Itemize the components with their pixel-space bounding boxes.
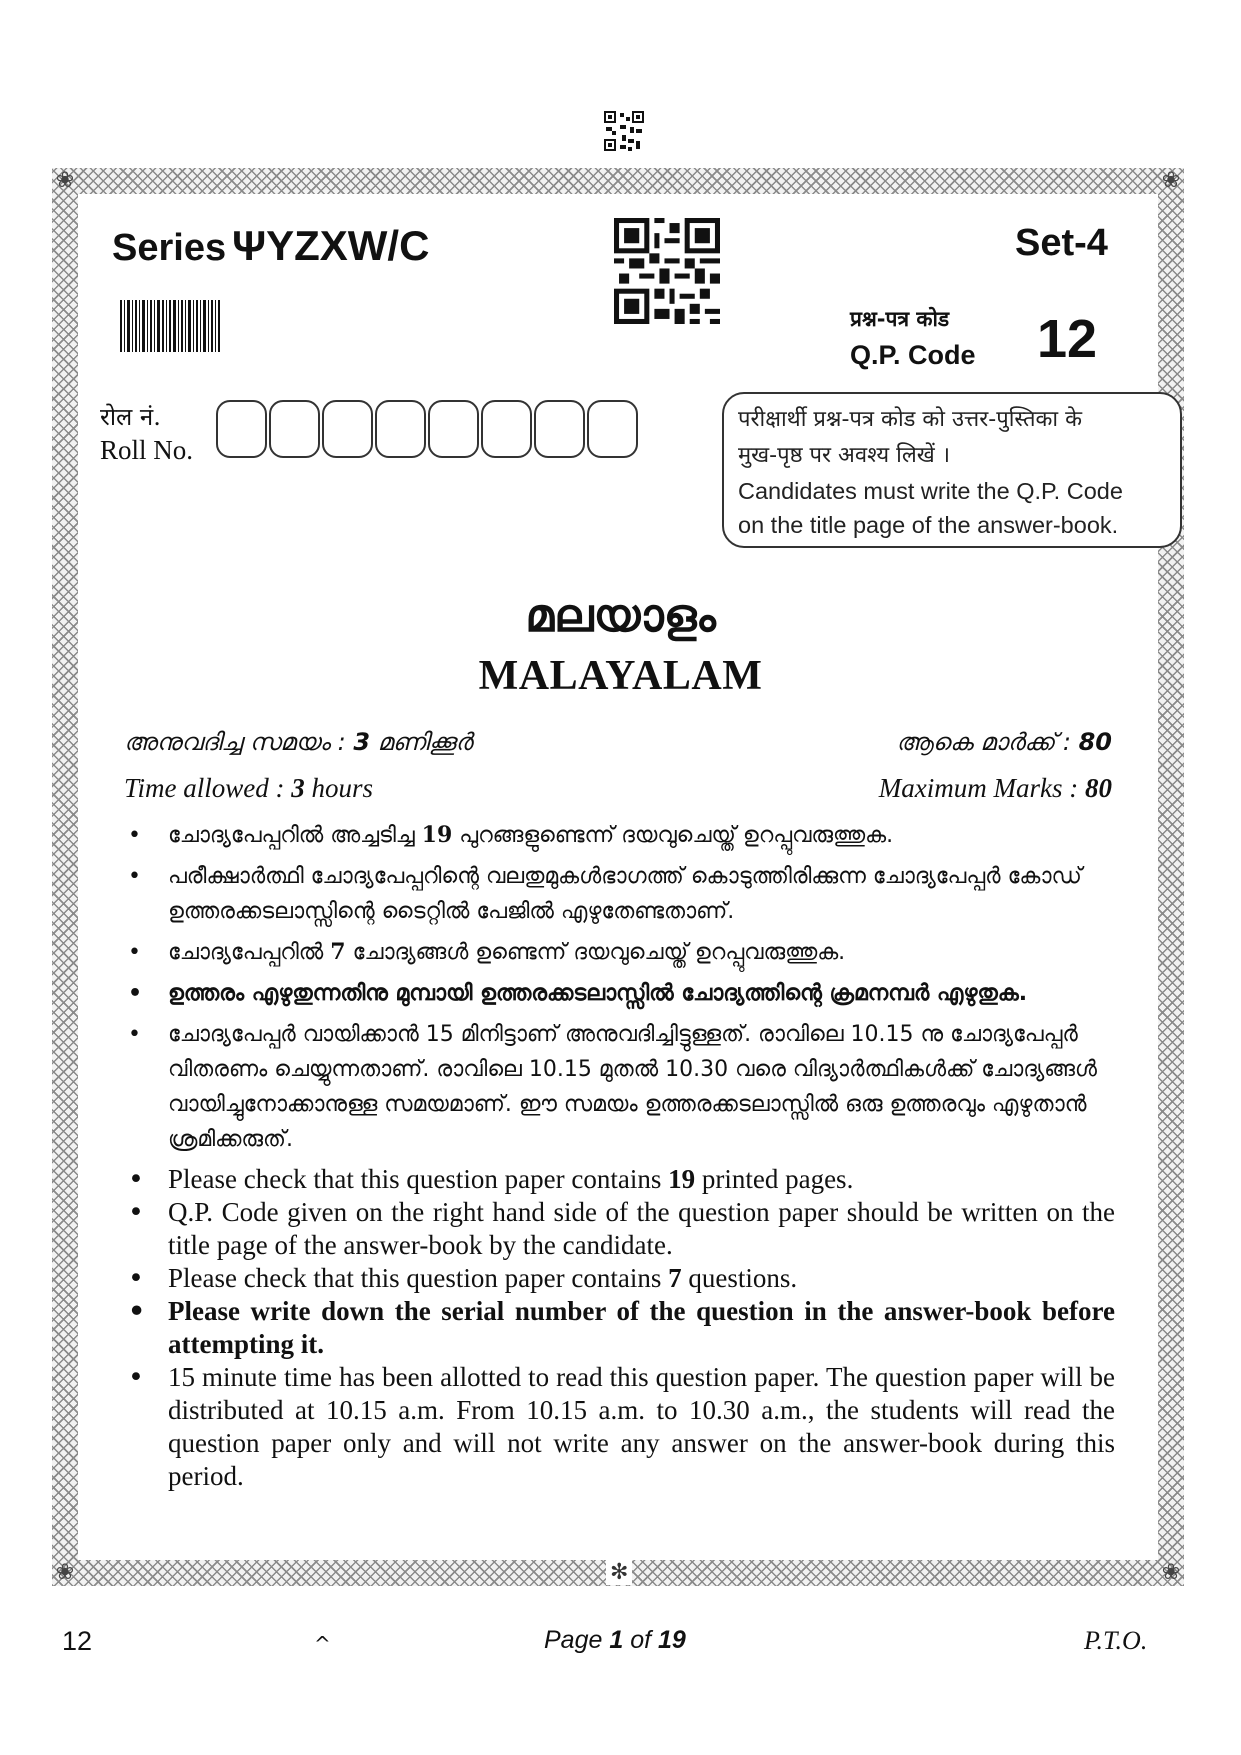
- roll-number-box[interactable]: [587, 400, 638, 458]
- max-marks-malayalam: ആകെ മാർക്ക് : 80: [896, 728, 1112, 756]
- qp-code-label-hindi: प्रश्न-पत्र कोड: [850, 307, 950, 331]
- roll-number-box[interactable]: [428, 400, 479, 458]
- roll-number-box[interactable]: [481, 400, 532, 458]
- subject-title-malayalam: മലയാളം: [525, 588, 716, 642]
- instruction-item: • ചോദ്യപേപ്പറിൽ അച്ചടിച്ച 19 പുറങ്ങളുണ്ടെന്ന് ദയവുചെയ്ത് ഉറപ്പുവരുത്തുക.: [120, 818, 1115, 853]
- qr-code-icon: [614, 218, 720, 324]
- footer-caret: ^: [314, 1632, 331, 1656]
- time-marks: [124, 773, 1112, 804]
- roll-number-box[interactable]: [534, 400, 585, 458]
- series-code: ΨYZXW/C: [232, 222, 430, 269]
- roll-number-box[interactable]: [375, 400, 426, 458]
- notice-english-line-2: on the title page of the answer-book.: [738, 512, 1119, 538]
- top-qr-code-icon: [604, 111, 644, 153]
- roll-label: Roll No.: [100, 435, 194, 465]
- subject-title: MALAYALAM: [478, 653, 763, 699]
- series-text: Series: [112, 227, 227, 269]
- please-turn-over: P.T.O.: [1084, 1626, 1148, 1655]
- instruction-item: • പരീക്ഷാർത്ഥി ചോദ്യപേപ്പറിന്റെ വലതുമുകൾഭാഗത്ത് കൊടുത്തിരിക്കുന്ന ചോദ്യപേപ്പർ കോഡ് ഉത്തരക്കടലാസ്സിന്റെ ടൈറ്റിൽ പേജിൽ എഴുതേണ്ടതാണ്.: [120, 859, 1115, 929]
- notice-hindi-line-1: परीक्षार्थी प्रश्न-पत्र कोड को उत्तर-पुस्तिका के: [738, 407, 1082, 432]
- qp-code-label: Q.P. Code: [850, 340, 976, 370]
- instruction-item: • Please check that this question paper contains 19 printed pages.: [120, 1163, 1115, 1196]
- qp-code-notice-box: [722, 392, 1182, 548]
- roll-number-box[interactable]: [322, 400, 373, 458]
- instruction-item: • ചോദ്യപേപ്പറിൽ 7 ചോദ്യങ്ങൾ ഉണ്ടെന്ന് ദയവുചെയ്ത് ഉറപ്പുവരുത്തുക.: [120, 935, 1115, 970]
- series-label: [112, 222, 429, 270]
- time-allowed-malayalam: അനുവദിച്ച സമയം : 3 മണിക്കൂർ: [124, 728, 473, 756]
- instruction-item: • Please check that this question paper contains 7 questions.: [120, 1262, 1115, 1295]
- roll-label-hindi: रोल नं.: [100, 403, 161, 431]
- footer-qp-code: 12: [62, 1626, 93, 1656]
- asterisk-icon: ✻: [606, 1560, 632, 1585]
- roll-number-box[interactable]: [216, 400, 267, 458]
- notice-hindi-line-2: मुख-पृष्ठ पर अवश्य लिखें ।: [738, 443, 951, 468]
- instruction-item: • Please write down the serial number of the question in the answer-book before attempting it.: [120, 1295, 1115, 1361]
- instruction-item: • Q.P. Code given on the right hand side of the question paper should be written on the title page of the answer-book by the candidate.: [120, 1196, 1115, 1262]
- time-marks-malayalam: [124, 728, 1112, 756]
- set-number: Set-4: [1015, 222, 1108, 264]
- flower-ornament-icon: ❀: [55, 168, 75, 193]
- instructions-list: [120, 818, 1115, 1493]
- flower-ornament-icon: ❀: [1161, 1560, 1181, 1585]
- instruction-item: • ഉത്തരം എഴുതുന്നതിനു മുമ്പായി ഉത്തരക്കടലാസ്സിൽ ചോദ്യത്തിന്റെ ക്രമനമ്പർ എഴുതുക.: [120, 976, 1115, 1011]
- roll-number-box[interactable]: [269, 400, 320, 458]
- flower-ornament-icon: ❀: [55, 1560, 75, 1585]
- roll-number-boxes: [216, 400, 638, 458]
- flower-ornament-icon: ❀: [1161, 168, 1181, 193]
- time-allowed: Time allowed : 3 hours: [124, 773, 374, 803]
- max-marks: Maximum Marks : 80: [878, 773, 1112, 803]
- barcode-icon: [120, 300, 220, 352]
- qp-code-value: 12: [1037, 309, 1098, 369]
- notice-english-line-1: Candidates must write the Q.P. Code: [738, 478, 1123, 504]
- instruction-item: • 15 minute time has been allotted to read this question paper. The question paper will be distributed at 10.15 a.m. From 10.15 a.m. to 10.30 a.m., the students will read the question paper only and will not write any answer on the answer-book during this period.: [120, 1361, 1115, 1493]
- page-number: Page 1 of 19: [544, 1626, 686, 1654]
- instruction-item: • ചോദ്യപേപ്പർ വായിക്കാൻ 15 മിനിട്ടാണ് അനുവദിച്ചിട്ടുള്ളത്. രാവിലെ 10.15 നു ചോദ്യപേപ്പർ വിതരണം ചെയ്യുന്നതാണ്. രാവിലെ 10.15 മുതൽ 10.30 വരെ വിദ്യാർത്ഥികൾക്ക് ചോദ്യങ്ങൾ വായിച്ചുനോക്കാനുള്ള സമയമാണ്. ഈ സമയം ഉത്തരക്കടലാസ്സിൽ ഒരു ഉത്തരവും എഴുതാൻ ശ്രമിക്കരുത്.: [120, 1017, 1115, 1157]
